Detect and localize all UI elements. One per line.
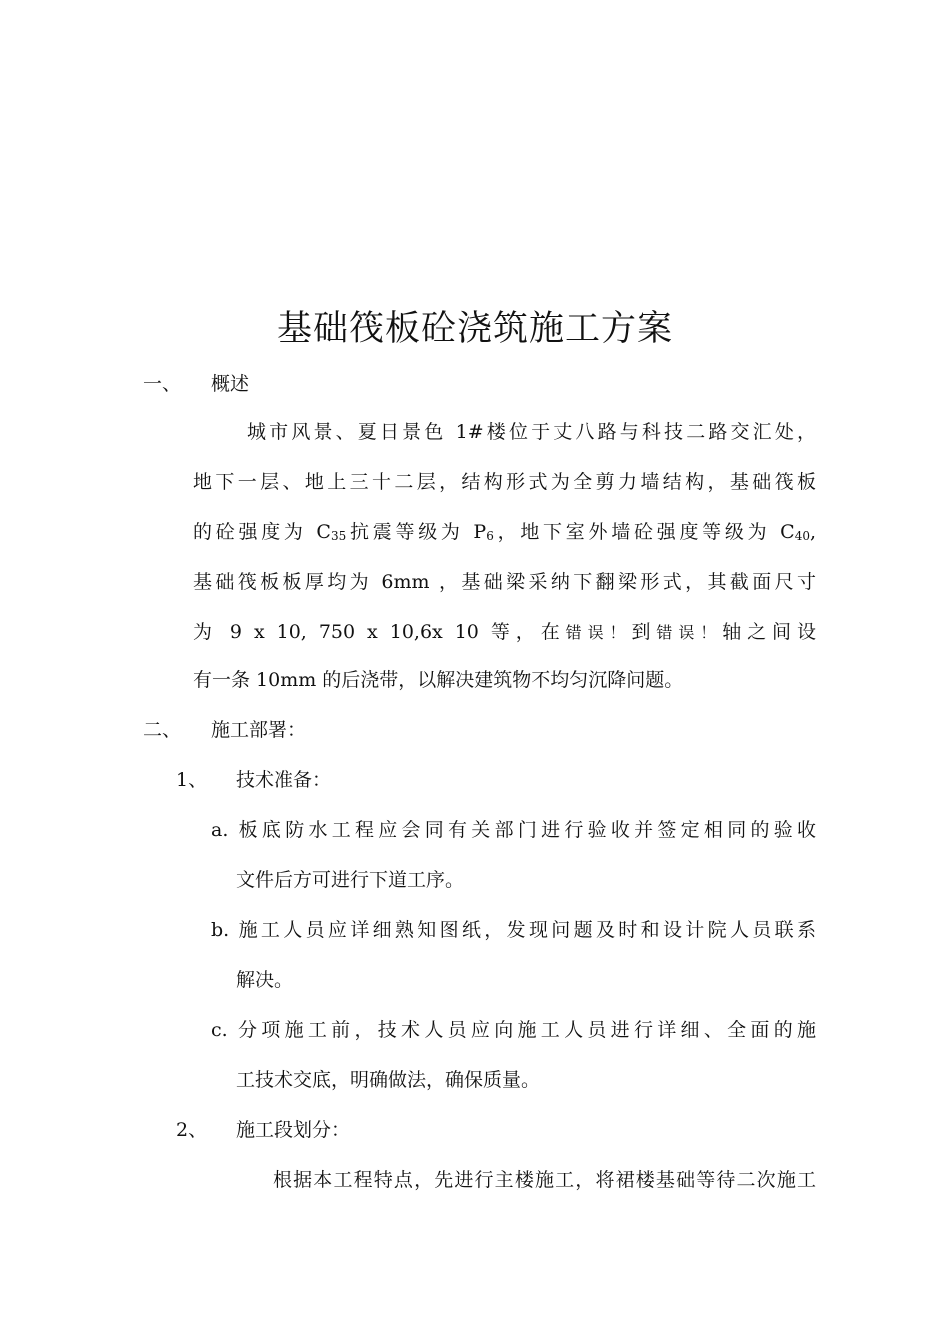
list-item-a-line: 文件后方可进行下道工序。 xyxy=(236,869,465,891)
list-item-b-line: 解决。 xyxy=(236,969,294,991)
subsection-2-number: 2、 xyxy=(176,1119,208,1141)
list-item-c-line: 工技术交底，明确做法，确保质量。 xyxy=(236,1069,541,1091)
section-1-paragraph-line: 城市风景、夏日景色 1#楼位于丈八路与科技二路交汇处， xyxy=(247,421,816,443)
list-item-c-line: c. 分项施工前，技术人员应向施工人员进行详细、全面的施 xyxy=(211,1019,816,1041)
section-1-paragraph-line: 基础筏板板厚均为 6mm ，基础梁采纳下翻梁形式，其截面尺寸 xyxy=(193,571,816,593)
list-item-a-line: a. 板底防水工程应会同有关部门进行验收并签定相同的验收 xyxy=(211,819,816,841)
subsection-1-heading: 技术准备： xyxy=(236,769,332,791)
section-2-heading: 施工部署： xyxy=(211,719,307,741)
section-2-number: 二、 xyxy=(143,719,182,741)
section-1-number: 一、 xyxy=(143,373,182,395)
section-1-paragraph-line: 的砼强度为 $C_{35}$抗震等级为 $P_6$，地下室外墙砼强度等级为 $C_{40}$, xyxy=(193,521,817,543)
section-1-heading: 概述 xyxy=(211,373,250,395)
document-title: 基础筏板砼浇筑施工方案 xyxy=(276,309,673,349)
section-1-paragraph-line: 有一条 10mm 的后浇带，以解决建筑物不均匀沉降问题。 xyxy=(193,669,684,691)
subsection-2-heading: 施工段划分： xyxy=(236,1119,351,1141)
list-item-b-line: b. 施工人员应详细熟知图纸，发现问题及时和设计院人员联系 xyxy=(211,919,816,941)
subsection-2-paragraph-line: 根据本工程特点，先进行主楼施工，将裙楼基础等待二次施工 xyxy=(273,1169,816,1191)
section-1-paragraph-line: 为 9 x 10, 750 x 10,6x 10 等，在错误！到错误！轴之间设 xyxy=(193,621,816,643)
section-1-paragraph-line: 地下一层、地上三十二层，结构形式为全剪力墙结构，基础筏板 xyxy=(193,471,816,493)
subsection-1-number: 1、 xyxy=(176,769,208,791)
